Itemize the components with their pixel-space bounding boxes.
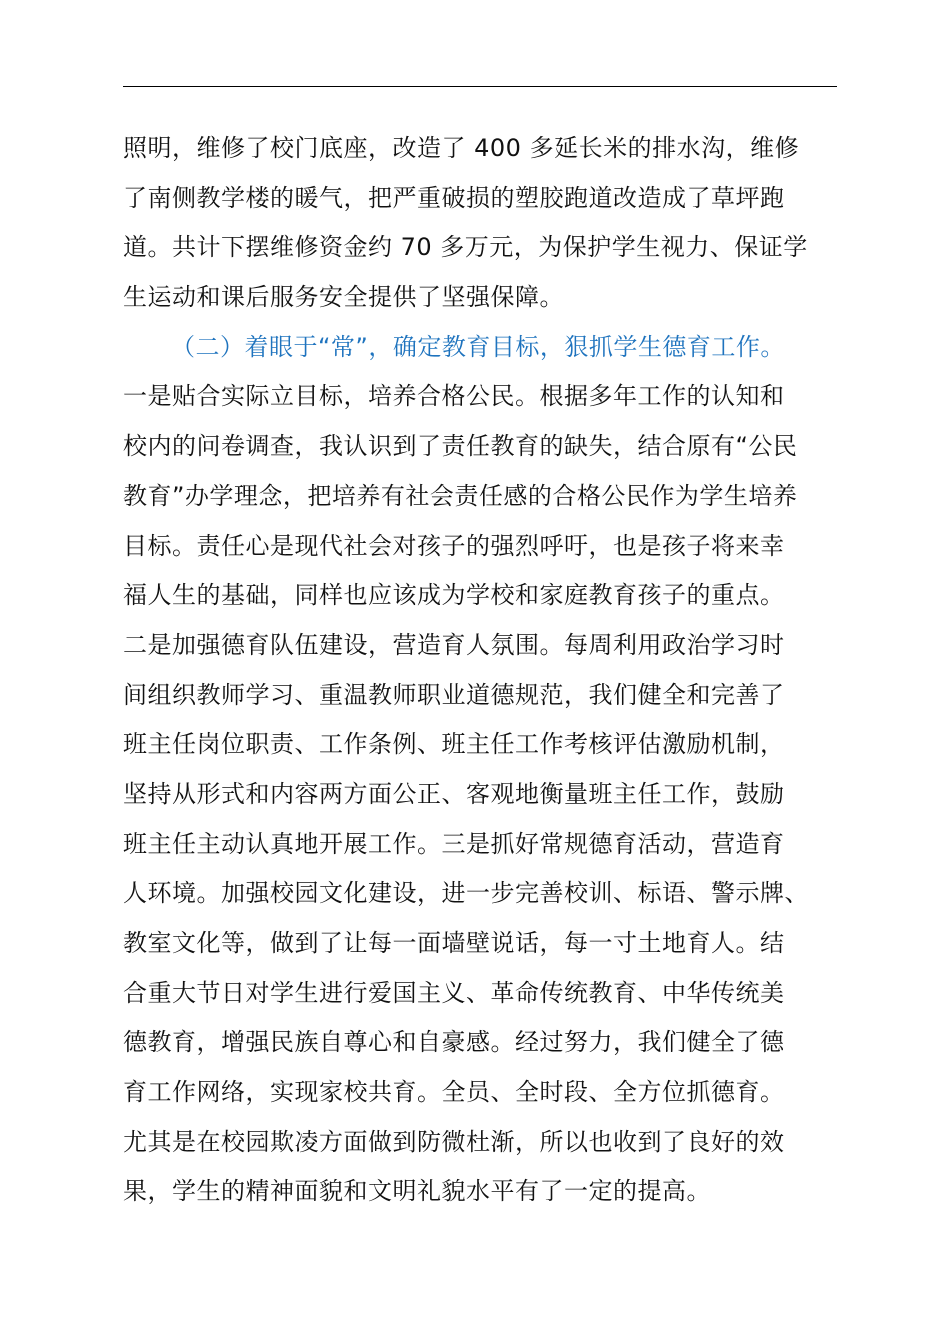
section-heading: （二）着眼于“常”，确定教育目标，狠抓学生德育工作。: [171, 332, 785, 361]
text-line-1: 照明，维修了校门底座，改造了 400 多延长米的排水沟，维修: [123, 134, 800, 162]
text-line-13: 班主任岗位职责、工作条例、班主任工作考核评估激励机制，: [123, 730, 785, 759]
text-line-17: 教室文化等，做到了让每一面墙壁说话，每一寸土地育人。结: [123, 929, 785, 957]
text-line-2: 了南侧教学楼的暖气，把严重破损的塑胶跑道改造成了草坪跑: [123, 183, 785, 212]
text-line-10: 福人生的基础，同样也应该成为学校和家庭教育孩子的重点。: [123, 581, 785, 610]
text-line-8: 教育”办学理念，把培养有社会责任感的合格公民作为学生培养: [123, 481, 798, 510]
text-line-12: 间组织教师学习、重温教师职业道德规范，我们健全和完善了: [123, 680, 785, 709]
text-line-15: 班主任主动认真地开展工作。三是抓好常规德育活动，营造育: [123, 829, 785, 858]
text-line-18: 合重大节日对学生进行爱国主义、革命传统教育、中华传统美: [123, 978, 785, 1007]
text-line-7: 校内的问卷调查，我认识到了责任教育的缺失，结合原有“公民: [123, 432, 798, 461]
text-line-14: 坚持从形式和内容两方面公正、客观地衡量班主任工作，鼓励: [123, 779, 785, 808]
document-body: [123, 124, 837, 1217]
text-line-16: 人环境。加强校园文化建设，进一步完善校训、标语、警示牌、: [123, 879, 809, 908]
text-line-21: 尤其是在校园欺凌方面做到防微杜渐，所以也收到了良好的效: [123, 1127, 785, 1156]
text-line-22: 果，学生的精神面貌和文明礼貌水平有了一定的提高。: [123, 1177, 711, 1206]
text-line-6: 一是贴合实际立目标，培养合格公民。根据多年工作的认知和: [123, 382, 785, 411]
text-line-3: 道。共计下摆维修资金约 70 多万元，为保护学生视力、保证学: [123, 233, 808, 262]
text-line-9: 目标。责任心是现代社会对孩子的强烈呼吁，也是孩子将来幸: [123, 531, 785, 560]
text-line-20: 育工作网络，实现家校共育。全员、全时段、全方位抓德育。: [123, 1078, 785, 1107]
text-line-11: 二是加强德育队伍建设，营造育人氛围。每周利用政治学习时: [123, 630, 785, 659]
header-rule: [123, 86, 837, 87]
text-line-4: 生运动和课后服务安全提供了坚强保障。: [123, 283, 564, 312]
text-line-19: 德教育，增强民族自尊心和自豪感。经过努力，我们健全了德: [123, 1028, 785, 1057]
